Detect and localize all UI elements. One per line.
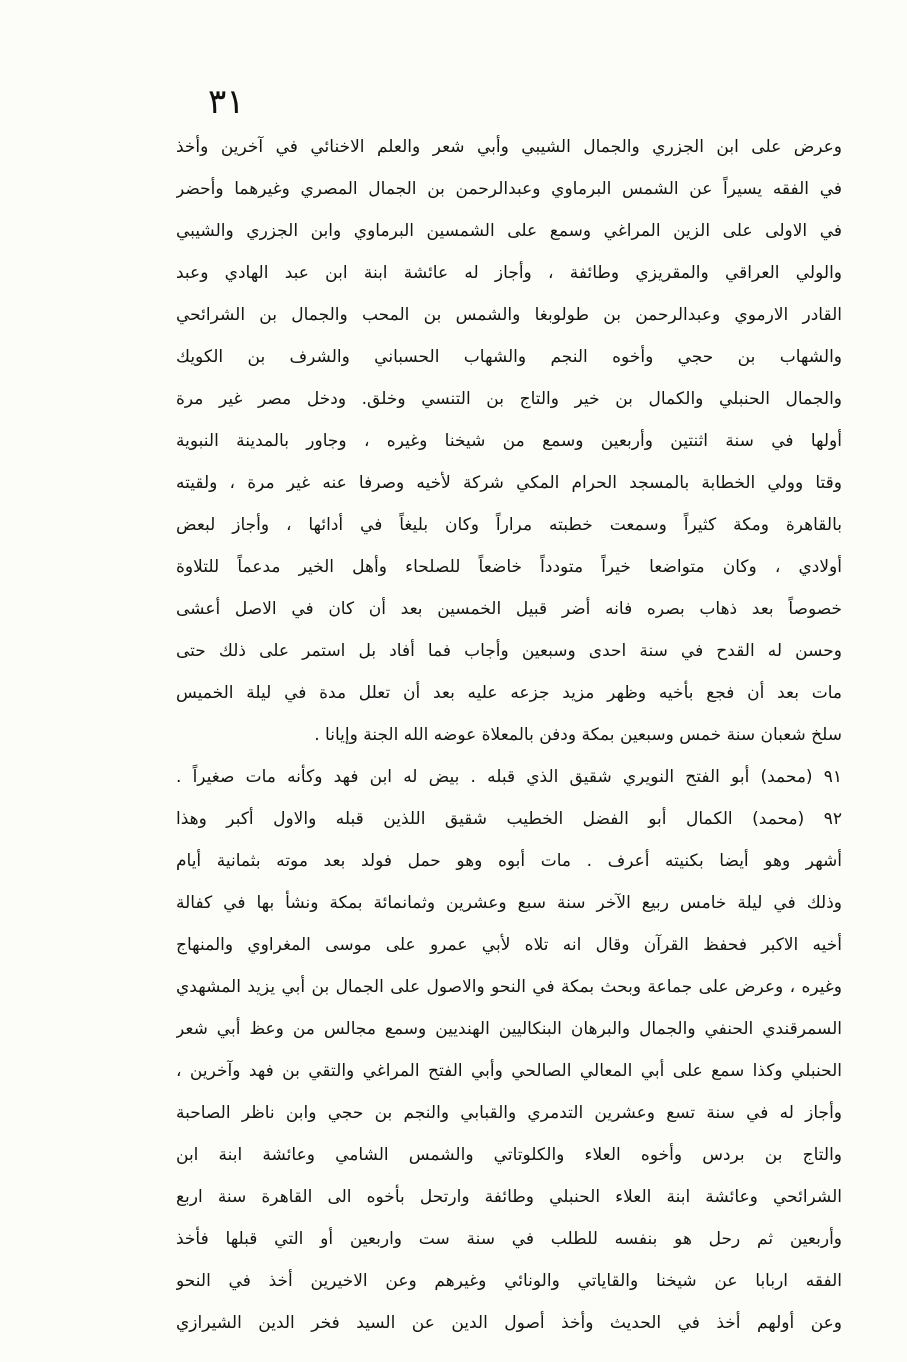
text-line-19: وذلك في ليلة خامس ربيع الآخر سنة سبع وعشرين وثمانمائة بمكة ونشأ بها في كفالة	[176, 893, 842, 913]
body-text	[176, 126, 842, 1344]
text-line-15: سلخ شعبان سنة خمس وسبعين بمكة ودفن بالمعلاة عوضه الله الجنة وإيانا .	[314, 725, 842, 745]
text-line-3: في الاولى على الزين المراغي وسمع على الشمسين البرماوي وابن الجزري والشيبي	[176, 221, 842, 241]
text-line-9: وقتا وولي الخطابة بالمسجد الحرام المكي شركة لأخيه وصرفا عنه غير مرة ، ولقيته	[176, 473, 842, 493]
text-line-2: في الفقه يسيراً عن الشمس البرماوي وعبدالرحمن بن الجمال المصري وغيرهما وأحضر	[176, 179, 842, 199]
text-line-6: والشهاب بن حجي وأخوه النجم والشهاب الحسباني والشرف بن الكويك	[176, 347, 842, 367]
entry-91-line-1: ٩١ (محمد) أبو الفتح النويري شقيق الذي قبله . بيض له ابن فهد وكأنه مات صغيراً .	[176, 767, 842, 787]
text-line-13: وحسن له القدح في سنة احدى وسبعين وأجاب فما أفاد بل استمر على ذلك حتى	[176, 641, 842, 661]
text-line-21: وغيره ، وعرض على جماعة وبحث بمكة في النحو والاصول على الجمال بن أبي يزيد المشهدي	[176, 977, 842, 997]
entry-92-line-1: ٩٢ (محمد) الكمال أبو الفضل الخطيب شقيق اللذين قبله والاول أكبر وهذا	[176, 809, 842, 829]
text-line-4: والولي العراقي والمقريزي وطائفة ، وأجاز له عائشة ابنة ابن عبد الهادي وعبد	[176, 263, 842, 283]
text-line-12: خصوصاً بعد ذهاب بصره فانه أضر قبيل الخمسين بعد أن كان في الاصل أعشى	[176, 599, 842, 619]
text-line-23: الحنبلي وكذا سمع على أبي المعالي الصالحي وأبي الفتح المراغي والتقي بن فهد وآخرين ،	[176, 1061, 842, 1081]
page-number: ٣١	[208, 82, 245, 122]
text-line-11: أولادي ، وكان متواضعا خيراً متودداً خاضعاً للصلحاء وأهل الخير مدعماً للتلاوة	[176, 557, 842, 577]
text-line-10: بالقاهرة ومكة كثيراً وسمعت خطبته مراراً وكان بليغاً في أدائها ، وأجاز لبعض	[176, 515, 842, 535]
text-line-7: والجمال الحنبلي والكمال بن خير والتاج بن التنسي وخلق. ودخل مصر غير مرة	[176, 389, 842, 409]
text-line-29: وعن أولهم أخذ في الحديث وأخذ أصول الدين عن السيد فخر الدين الشيرازي	[176, 1313, 842, 1333]
text-line-26: الشرائحي وعائشة ابنة العلاء الحنبلي وطائفة وارتحل بأخوه الى القاهرة سنة اربع	[176, 1187, 842, 1207]
text-line-5: القادر الارموي وعبدالرحمن بن طولوبغا والشمس بن المحب والجمال بن الشرائحي	[176, 305, 842, 325]
text-line-1: وعرض على ابن الجزري والجمال الشيبي وأبي شعر والعلم الاخنائي في آخرين وأخذ	[176, 137, 842, 157]
text-line-8: أولها في سنة اثنتين وأربعين وسمع من شيخنا وغيره ، وجاور بالمدينة النبوية	[176, 431, 842, 451]
text-line-27: وأربعين ثم رحل هو بنفسه للطلب في سنة ست واربعين أو التي قبلها فأخذ	[176, 1229, 842, 1249]
text-line-14: مات بعد أن فجع بأخيه وظهر مزيد جزعه عليه بعد أن تعلل مدة في ليلة الخميس	[176, 683, 842, 703]
text-line-18: أشهر وهو أيضا بكنيته أعرف . مات أبوه وهو حمل فولد بعد موته بثمانية أيام	[176, 851, 842, 871]
text-line-25: والتاج بن بردس وأخوه العلاء والكلوتاتي والشمس الشامي وعائشة ابنة ابن	[176, 1145, 842, 1165]
text-line-24: وأجاز له في سنة تسع وعشرين التدمري والقبابي والنجم بن حجي وابن ناظر الصاحبة	[176, 1103, 842, 1123]
text-line-28: الفقه اربابا عن شيخنا والقاياتي والونائي وغيرهم وعن الاخيرين أخذ في النحو	[176, 1271, 842, 1291]
text-line-22: السمرقندي الحنفي والجمال والبرهان البنكاليين الهنديين وسمع مجالس من وعظ أبي شعر	[176, 1019, 842, 1039]
text-line-20: أخيه الاكبر فحفظ القرآن وقال انه تلاه لأبي عمرو على موسى المغراوي والمنهاج	[176, 935, 842, 955]
